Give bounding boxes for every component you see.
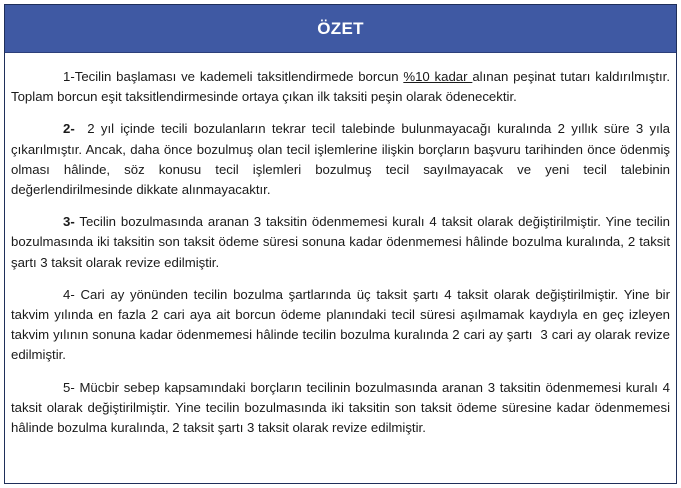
paragraph-2-number: 2- [63,121,75,137]
paragraph-2 [11,119,674,200]
paragraph-1 [11,67,670,107]
paragraph-4-text: Cari ay yönünden tecilin bozulma şartlarında üç taksit şartı 4 taksit olarak değiştirilmiştir. Yine bir takvim yılında en fazla 2 cari aya ait borcun ödeme planındaki tecil süresi aşılmamak kaydıyla en geç izleyen takvim yılının sonuna kadar ödenmemesi hâlinde tecilin bozulma kuralında 2 cari ay şartı 3 cari ay olarak revize edilmiştir. [11,286,674,363]
paragraph-1-highlight: %10 kadar [403,69,473,84]
paragraph-4 [11,285,674,366]
paragraph-3-text: Tecilin bozulmasında aranan 3 taksitin ödenmemesi kuralı 4 taksit olarak değiştirilmiştir. Yine tecilin bozulmasında iki taksitin son taksit ödeme süresi sonuna kadar ödenmemesi hâlinde bozulma kuralında, 2 taksit şartı 3 taksit olarak revize edilmiştir. [11,214,670,270]
paragraph-1-number: 1- [63,69,75,84]
paragraph-5-text: Mücbir sebep kapsamındaki borçların tecilinin bozulmasında aranan 3 taksitin ödenmemesi kuralı 4 taksit olarak değiştirilmiştir. Yine tecilin bozulmasında iki taksitin son taksit ödeme süresine kadar ödenmemesi hâlinde bozulma kuralında, 2 taksit şartı 3 taksit olarak revize edilmiştir. [11,379,670,436]
paragraph-1-text-after: alınan peşinat tutarı kaldırılmıştır. Toplam borcun eşit taksitlendirmesinde ortaya çıkan ilk taksiti peşin olarak ödenecektir. [11,69,670,105]
paragraph-5 [11,378,670,439]
summary-body [5,53,676,438]
summary-title: ÖZET [5,5,676,53]
paragraph-3-number: 3- [63,214,75,230]
paragraph-2-text: 2 yıl içinde tecili bozulanların tekrar tecil talebinde bulunmayacağı kuralında 2 yıllık süre 3 yıla çıkarılmıştır. Ancak, daha önce bozulmuş olan tecil işlemlerine ilişkin borçların başvuru tarihinden önce ödenmiş olması hâlinde, söz konusu tecil işlemleri bozulmuş tecil sayılmayacak ve yeni tecil talebinin değerlendirilmesinde dikkate alınmayacaktır. [11,121,674,198]
paragraph-4-number: 4- [63,286,75,302]
paragraph-3 [11,212,670,273]
paragraph-1-text-before: Tecilin başlaması ve kademeli taksitlendirmede borcun [74,69,404,84]
summary-box [4,4,677,484]
paragraph-5-number: 5- [63,379,75,395]
